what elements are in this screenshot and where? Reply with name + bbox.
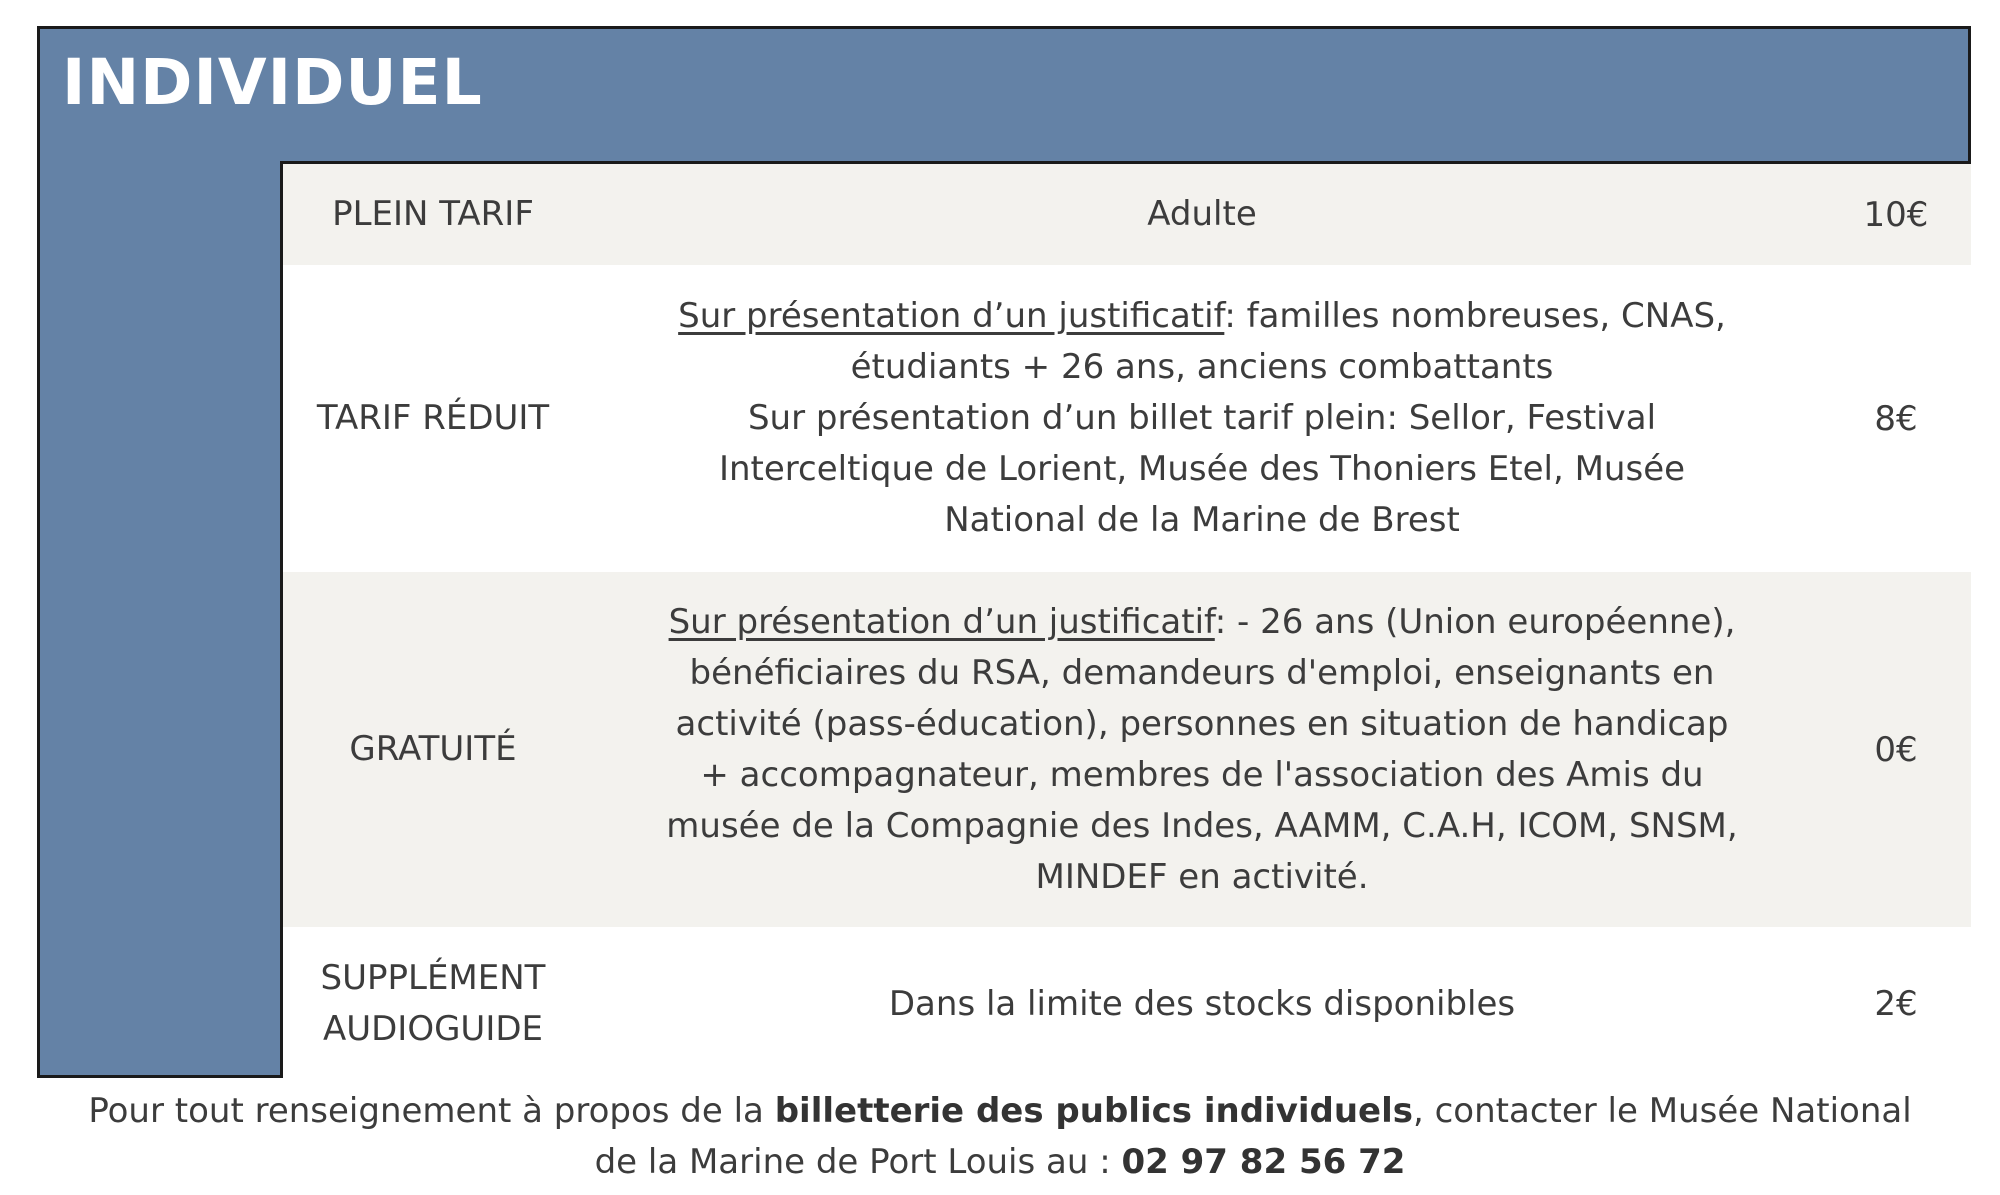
description-line: : - 26 ans (Union européenne), xyxy=(1214,601,1736,642)
contact-note xyxy=(0,1086,2000,1188)
section-heading: INDIVIDUEL xyxy=(62,46,483,119)
table-row xyxy=(283,927,1971,1081)
category-label: GRATUITÉ xyxy=(349,729,517,769)
description-line: : familles nombreuses, CNAS, xyxy=(1224,296,1726,336)
description-line: Dans la limite des stocks disponibles xyxy=(888,983,1516,1024)
footer-text: Pour tout renseignement à propos de la xyxy=(88,1091,775,1131)
category-label: PLEIN TARIF xyxy=(332,194,534,234)
category-label: TARIF RÉDUIT xyxy=(316,398,550,438)
price: 0€ xyxy=(1874,729,1918,770)
underlined-text: Sur présentation d’un justificatif xyxy=(678,296,1225,336)
description xyxy=(583,189,1821,240)
description-line: Sur présentation d’un billet tarif plein: Sellor, Festival xyxy=(747,398,1657,438)
category-line: AUDIOGUIDE xyxy=(322,1009,544,1049)
description-line: musée de la Compagnie des Indes, AAMM, C.A.H, ICOM, SNSM, xyxy=(666,805,1738,846)
table-row xyxy=(283,265,1971,572)
description xyxy=(583,979,1821,1030)
price: 10€ xyxy=(1863,194,1929,235)
pricing-panel xyxy=(37,26,1971,1078)
description-line: Adulte xyxy=(1147,194,1257,234)
description-line: MINDEF en activité. xyxy=(1035,856,1369,897)
phone-number: 02 97 82 56 72 xyxy=(1121,1142,1406,1182)
table-row xyxy=(283,164,1971,265)
price: 8€ xyxy=(1874,398,1918,439)
pricing-table xyxy=(280,161,1971,1078)
footer-text: de la Marine de Port Louis au : xyxy=(594,1142,1122,1182)
description-line: activité (pass-éducation), personnes en situation de handicap xyxy=(675,703,1729,744)
description-line: étudiants + 26 ans, anciens combattants xyxy=(850,347,1554,387)
description xyxy=(583,597,1821,903)
description-line: bénéficiaires du RSA, demandeurs d'emploi, enseignants en xyxy=(689,652,1715,693)
price: 2€ xyxy=(1874,984,1918,1024)
description xyxy=(583,291,1821,546)
underlined-text: Sur présentation d’un justificatif xyxy=(668,601,1215,642)
category-label xyxy=(283,953,583,1055)
description-line: Interceltique de Lorient, Musée des Thoniers Etel, Musée xyxy=(718,449,1686,489)
description-line: National de la Marine de Brest xyxy=(944,500,1460,540)
footer-text: , contacter le Musée National xyxy=(1413,1091,1912,1131)
description-line: + accompagnateur, membres de l'association des Amis du xyxy=(700,754,1704,795)
table-row xyxy=(283,572,1971,927)
footer-bold-text: billetterie des publics individuels xyxy=(774,1091,1413,1131)
category-line: SUPPLÉMENT xyxy=(320,958,546,998)
